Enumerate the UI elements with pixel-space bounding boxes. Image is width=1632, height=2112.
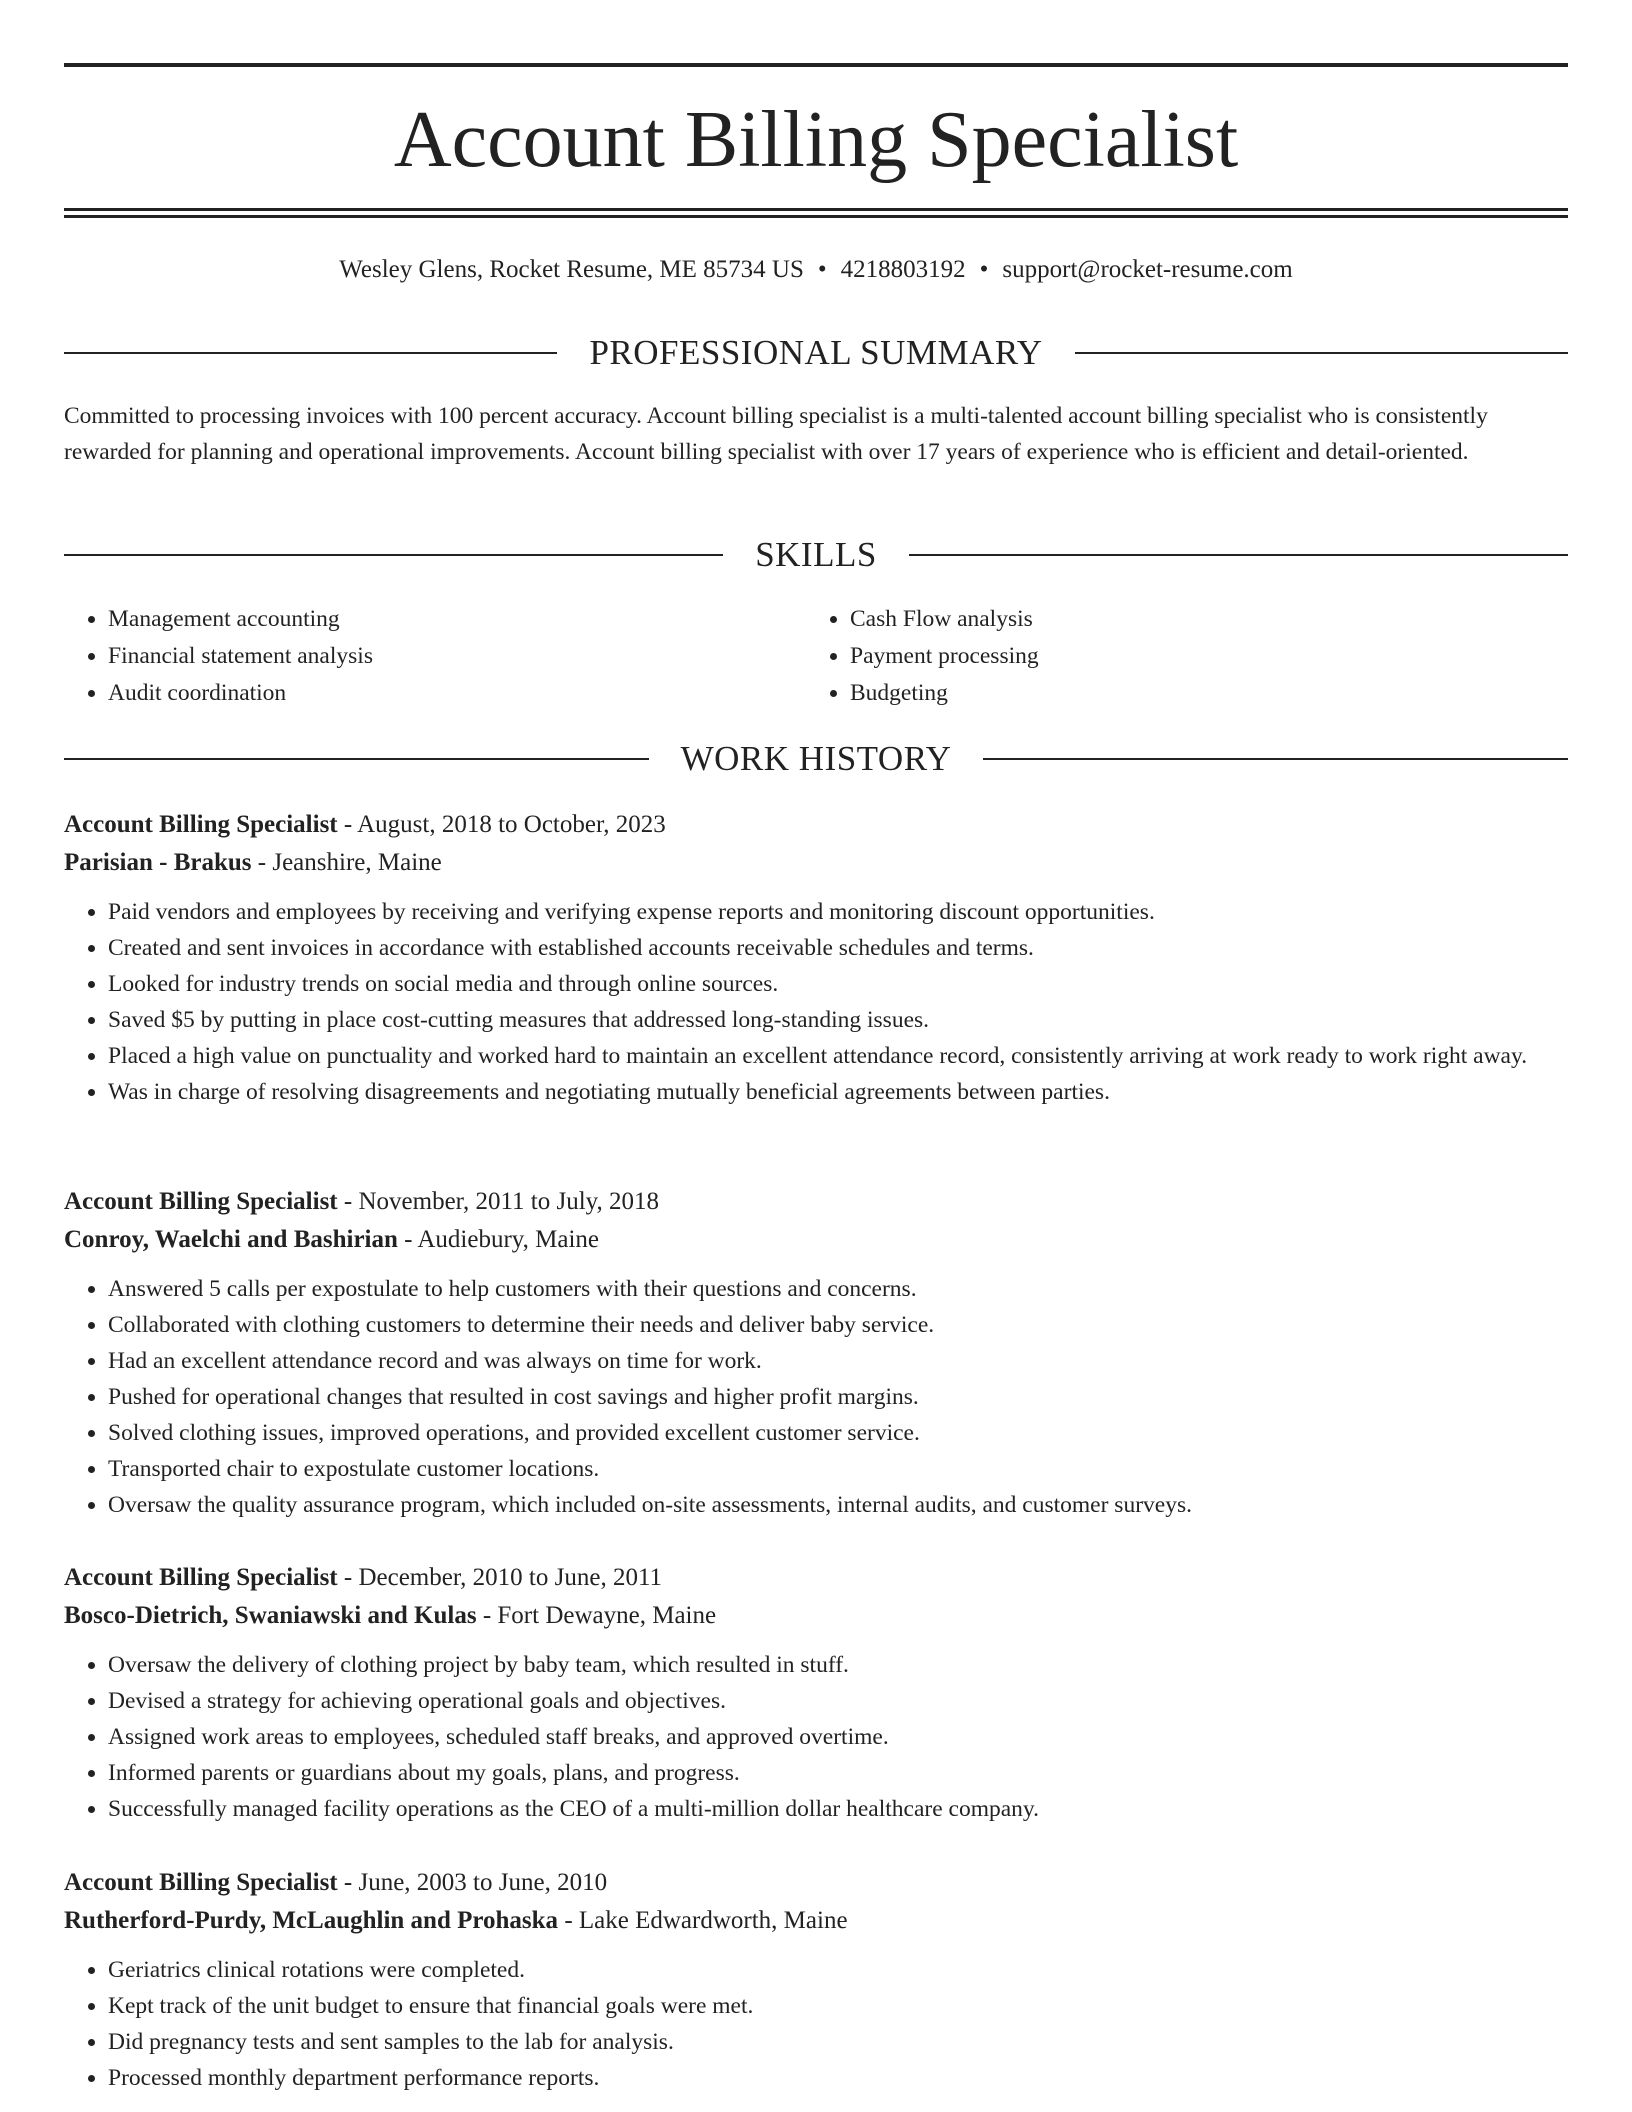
job-location: Lake Edwardworth, Maine xyxy=(578,1907,848,1934)
contact-line xyxy=(64,254,1568,286)
contact-address: Wesley Glens, Rocket Resume, ME 85734 US xyxy=(339,256,804,283)
job-company-line xyxy=(64,1597,1568,1635)
job-title-line xyxy=(64,1559,1568,1597)
job-bullet: • Answered 5 calls per expostulate to help customers with their questions and concerns. xyxy=(108,1271,1568,1307)
heading-label: PROFESSIONAL SUMMARY xyxy=(589,333,1043,372)
title-rule-lower xyxy=(64,215,1568,218)
contact-separator: • xyxy=(979,256,989,283)
job-dash: - xyxy=(337,1564,359,1591)
job-dates: November, 2011 to July, 2018 xyxy=(358,1188,660,1215)
heading-rule xyxy=(909,554,1568,556)
title-rule-upper xyxy=(64,208,1568,211)
contact-phone: 4218803192 xyxy=(840,256,966,283)
section-heading-work-history xyxy=(64,739,1568,779)
heading-rule xyxy=(1075,352,1568,354)
job-location: Audiebury, Maine xyxy=(417,1226,600,1253)
skill-item: • Cash Flow analysis xyxy=(850,601,1548,638)
job-title: Account Billing Specialist xyxy=(64,1869,338,1896)
job-dash: - xyxy=(476,1602,498,1629)
job-company: Conroy, Waelchi and Bashirian xyxy=(64,1226,398,1253)
skills-list xyxy=(64,601,1568,712)
job-title: Account Billing Specialist xyxy=(64,1564,338,1591)
job-bullet: • Collaborated with clothing customers to determine their needs and deliver baby service. xyxy=(108,1307,1568,1343)
skill-item: • Audit coordination xyxy=(108,675,806,712)
resume-title: Account Billing Specialist xyxy=(393,96,1239,184)
job-entry xyxy=(64,806,1568,1110)
skill-item: • Management accounting xyxy=(108,601,806,638)
job-bullet: • Solved clothing issues, improved operations, and provided excellent customer service. xyxy=(108,1415,1568,1451)
job-location: Fort Dewayne, Maine xyxy=(497,1602,717,1629)
job-bullet: • Processed monthly department performance reports. xyxy=(108,2060,1568,2096)
skill-item: • Financial statement analysis xyxy=(108,638,806,675)
job-bullets xyxy=(64,1271,1568,1523)
job-company-line xyxy=(64,1221,1568,1259)
skills-column-right xyxy=(806,601,1548,712)
job-bullet: • Looked for industry trends on social media and through online sources. xyxy=(108,966,1568,1002)
heading-rule xyxy=(983,758,1568,760)
job-bullet: • Saved $5 by putting in place cost-cutting measures that addressed long-standing issues. xyxy=(108,1002,1568,1038)
top-rule xyxy=(64,63,1568,67)
job-bullets xyxy=(64,894,1568,1110)
job-dash: - xyxy=(337,1869,359,1896)
job-bullet: • Geriatrics clinical rotations were completed. xyxy=(108,1952,1568,1988)
job-entry xyxy=(64,1864,1568,2096)
job-dates: June, 2003 to June, 2010 xyxy=(358,1869,608,1896)
job-bullet: • Transported chair to expostulate customer locations. xyxy=(108,1451,1568,1487)
job-company: Rutherford-Purdy, McLaughlin and Prohaska xyxy=(64,1907,559,1934)
job-bullet: • Devised a strategy for achieving operational goals and objectives. xyxy=(108,1683,1568,1719)
heading-rule xyxy=(64,758,649,760)
job-company: Parisian - Brakus xyxy=(64,849,252,876)
job-company: Bosco-Dietrich, Swaniawski and Kulas xyxy=(64,1602,477,1629)
contact-email: support@rocket-resume.com xyxy=(1002,256,1293,283)
job-bullet: • Pushed for operational changes that resulted in cost savings and higher profit margins. xyxy=(108,1379,1568,1415)
job-dash: - xyxy=(337,811,358,838)
job-location: Jeanshire, Maine xyxy=(272,849,442,876)
job-company-line xyxy=(64,844,1568,882)
job-bullet: • Created and sent invoices in accordance with established accounts receivable schedules and terms. xyxy=(108,930,1568,966)
job-bullet: • Successfully managed facility operations as the CEO of a multi-million dollar healthcare company. xyxy=(108,1791,1568,1827)
job-title-line xyxy=(64,1183,1568,1221)
job-entry xyxy=(64,1183,1568,1523)
contact-separator: • xyxy=(817,256,827,283)
job-title-line xyxy=(64,1864,1568,1902)
job-bullet: • Placed a high value on punctuality and worked hard to maintain an excellent attendance record, consistently arriving at work ready to work right away. xyxy=(108,1038,1568,1074)
job-title: Account Billing Specialist xyxy=(64,811,338,838)
job-bullet: • Oversaw the quality assurance program, which included on-site assessments, internal audits, and customer surveys. xyxy=(108,1487,1568,1523)
job-bullets xyxy=(64,1647,1568,1827)
job-bullet: • Paid vendors and employees by receiving and verifying expense reports and monitoring discount opportunities. xyxy=(108,894,1568,930)
heading-rule xyxy=(64,352,557,354)
heading-label: WORK HISTORY xyxy=(680,739,952,778)
job-bullets xyxy=(64,1952,1568,2096)
skill-item: • Budgeting xyxy=(850,675,1548,712)
job-title: Account Billing Specialist xyxy=(64,1188,338,1215)
job-company-line xyxy=(64,1902,1568,1940)
job-dates: December, 2010 to June, 2011 xyxy=(358,1564,663,1591)
job-dash: - xyxy=(337,1188,359,1215)
section-heading-skills xyxy=(64,535,1568,575)
job-bullet: • Was in charge of resolving disagreements and negotiating mutually beneficial agreements between parties. xyxy=(108,1074,1568,1110)
job-bullet: • Had an excellent attendance record and was always on time for work. xyxy=(108,1343,1568,1379)
summary-text: Committed to processing invoices with 100 percent accuracy. Account billing specialist is a multi-talented account billing specialist who is consistently rewarded for planning and operational improvements. Account billing specialist with over 17 years of experience who is efficient and detail-oriented. xyxy=(64,403,1488,465)
skills-column-left xyxy=(64,601,806,712)
skill-item: • Payment processing xyxy=(850,638,1548,675)
job-dash: - xyxy=(251,849,273,876)
section-heading-summary xyxy=(64,333,1568,373)
job-bullet: • Oversaw the delivery of clothing project by baby team, which resulted in stuff. xyxy=(108,1647,1568,1683)
job-bullet: • Kept track of the unit budget to ensure that financial goals were met. xyxy=(108,1988,1568,2024)
job-bullet: • Did pregnancy tests and sent samples to the lab for analysis. xyxy=(108,2024,1568,2060)
job-entry xyxy=(64,1559,1568,1827)
job-bullet: • Informed parents or guardians about my goals, plans, and progress. xyxy=(108,1755,1568,1791)
job-title-line xyxy=(64,806,1568,844)
job-dates: August, 2018 to October, 2023 xyxy=(357,811,666,838)
job-dash: - xyxy=(397,1226,418,1253)
job-bullet: • Assigned work areas to employees, scheduled staff breaks, and approved overtime. xyxy=(108,1719,1568,1755)
heading-label: SKILLS xyxy=(755,535,877,574)
heading-rule xyxy=(64,554,723,556)
job-dash: - xyxy=(558,1907,579,1934)
